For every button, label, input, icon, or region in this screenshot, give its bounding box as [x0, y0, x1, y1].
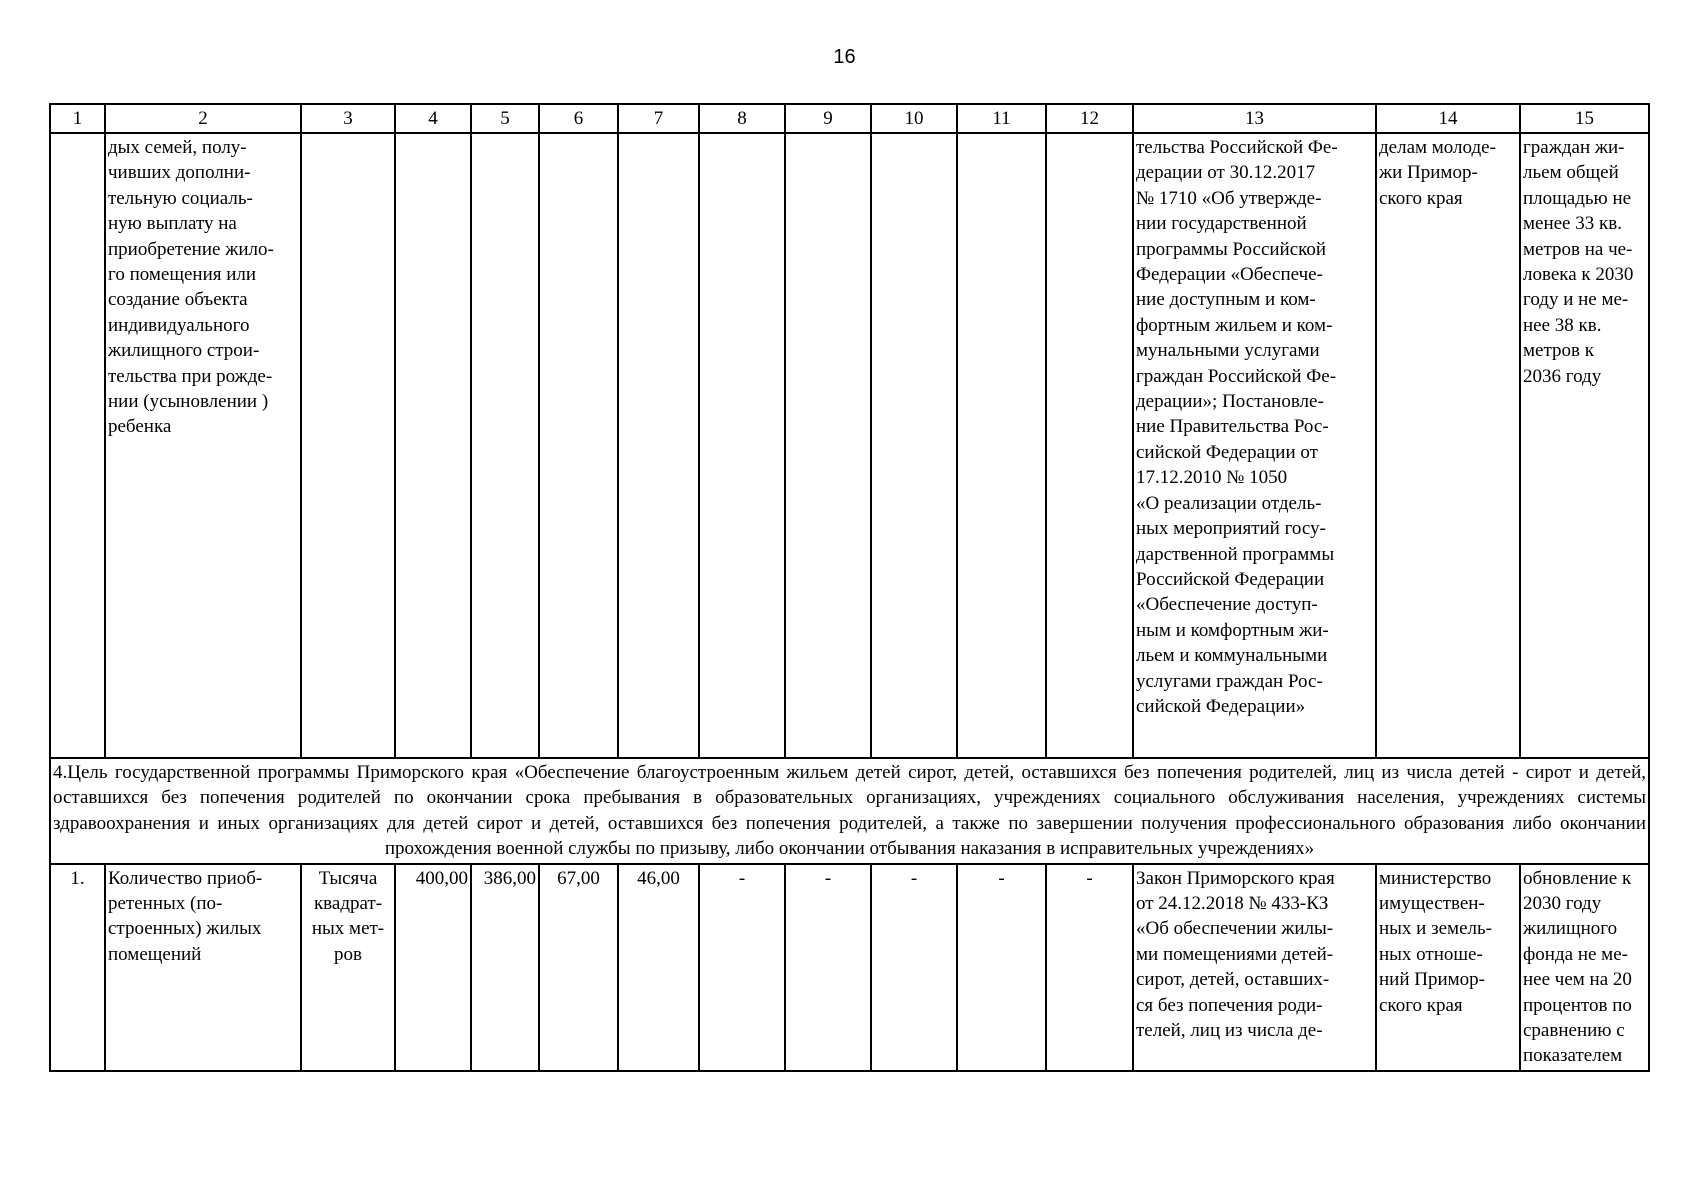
header-cell: 8 — [699, 104, 785, 133]
value-cell: 46,00 — [618, 864, 699, 1071]
indicator-name-cell: дых семей, полу- чивших дополни- тельную социаль- ную выплату на приобретение жило- го помещения или создание объекта индивидуального жилищного строи- тельства при рожде- нии (усыновлении ) ребенка — [105, 133, 301, 758]
header-cell: 12 — [1046, 104, 1133, 133]
cell-empty — [957, 133, 1046, 758]
cell-empty — [785, 133, 871, 758]
value-cell: 67,00 — [539, 864, 618, 1071]
value-cell: - — [1046, 864, 1133, 1071]
cell-empty — [699, 133, 785, 758]
header-cell: 15 — [1520, 104, 1649, 133]
legal-basis-cell: тельства Российской Фе- дерации от 30.12.2017 № 1710 «Об утвержде- нии государственной программы Российской Федерации «Обеспече- ние доступным и ком- фортным жильем и ком- мунальными услугами граждан Российской Фе- дерации»; Постановле- ние Правительства Рос- сийской Федерации от 17.12.2010 № 1050 «О реализации отдель- ных мероприятий госу- дарственной программы Российской Федерации «Обеспечение доступ- ным и комфортным жи- льем и коммунальными услугами граждан Рос- сийской Федерации» — [1133, 133, 1376, 758]
header-cell: 11 — [957, 104, 1046, 133]
value-cell: - — [957, 864, 1046, 1071]
header-cell: 14 — [1376, 104, 1520, 133]
cell-empty — [871, 133, 957, 758]
value-cell: - — [871, 864, 957, 1071]
cell-empty — [301, 133, 395, 758]
unit-cell: Тысяча квадрат- ных мет- ров — [301, 864, 395, 1071]
legal-basis-cell: Закон Приморского края от 24.12.2018 № 433-КЗ «Об обеспечении жилы- ми помещениями детей- сирот, детей, оставших- ся без попечения роди- телей, лиц из числа де- — [1133, 864, 1376, 1071]
cell-empty — [395, 133, 471, 758]
value-cell: - — [699, 864, 785, 1071]
cell-empty — [1046, 133, 1133, 758]
header-cell: 10 — [871, 104, 957, 133]
indicator-name-cell: Количество приоб- ретенных (по- строенных) жилых помещений — [105, 864, 301, 1071]
value-cell: - — [785, 864, 871, 1071]
responsible-cell: делам молоде- жи Примор- ского края — [1376, 133, 1520, 758]
cell-empty — [50, 133, 105, 758]
row-number-cell: 1. — [50, 864, 105, 1071]
value-cell: 386,00 — [471, 864, 539, 1071]
header-cell: 7 — [618, 104, 699, 133]
result-cell: обновление к 2030 году жилищного фонда не ме- нее чем на 20 процентов по сравнению с показателем — [1520, 864, 1649, 1071]
result-cell: граждан жи- льем общей площадью не менее 33 кв. метров на че- ловека к 2030 году и не ме- нее 38 кв. метров к 2036 году — [1520, 133, 1649, 758]
continued-row — [50, 133, 1649, 758]
goal-row — [50, 758, 1649, 864]
indicator-row — [50, 864, 1649, 1071]
header-cell: 9 — [785, 104, 871, 133]
cell-empty — [471, 133, 539, 758]
cell-empty — [539, 133, 618, 758]
header-cell: 3 — [301, 104, 395, 133]
header-cell: 1 — [50, 104, 105, 133]
indicators-table — [49, 103, 1650, 1072]
column-number-row — [50, 104, 1649, 133]
page-number: 16 — [833, 46, 856, 68]
value-cell: 400,00 — [395, 864, 471, 1071]
responsible-cell: министерство имуществен- ных и земель- ных отноше- ний Примор- ского края — [1376, 864, 1520, 1071]
cell-empty — [618, 133, 699, 758]
goal-cell: 4.Цель государственной программы Приморского края «Обеспечение благоустроенным жильем детей сирот, детей, оставшихся без попечения родителей, лиц из числа детей - сирот и детей, оставшихся без попечения родителей по окончании срока пребывания в образовательных организациях, учреждениях социального обслуживания населения, учреждениях системы здравоохранения и иных организациях для детей сирот и детей, оставшихся без попечения родителей, а также по завершении получения профессионального образования либо окончании прохождения военной службы по призыву, либо окончании отбывания наказания в исправительных учреждениях» — [50, 758, 1649, 864]
header-cell: 2 — [105, 104, 301, 133]
header-cell: 13 — [1133, 104, 1376, 133]
header-cell: 5 — [471, 104, 539, 133]
header-cell: 6 — [539, 104, 618, 133]
header-cell: 4 — [395, 104, 471, 133]
